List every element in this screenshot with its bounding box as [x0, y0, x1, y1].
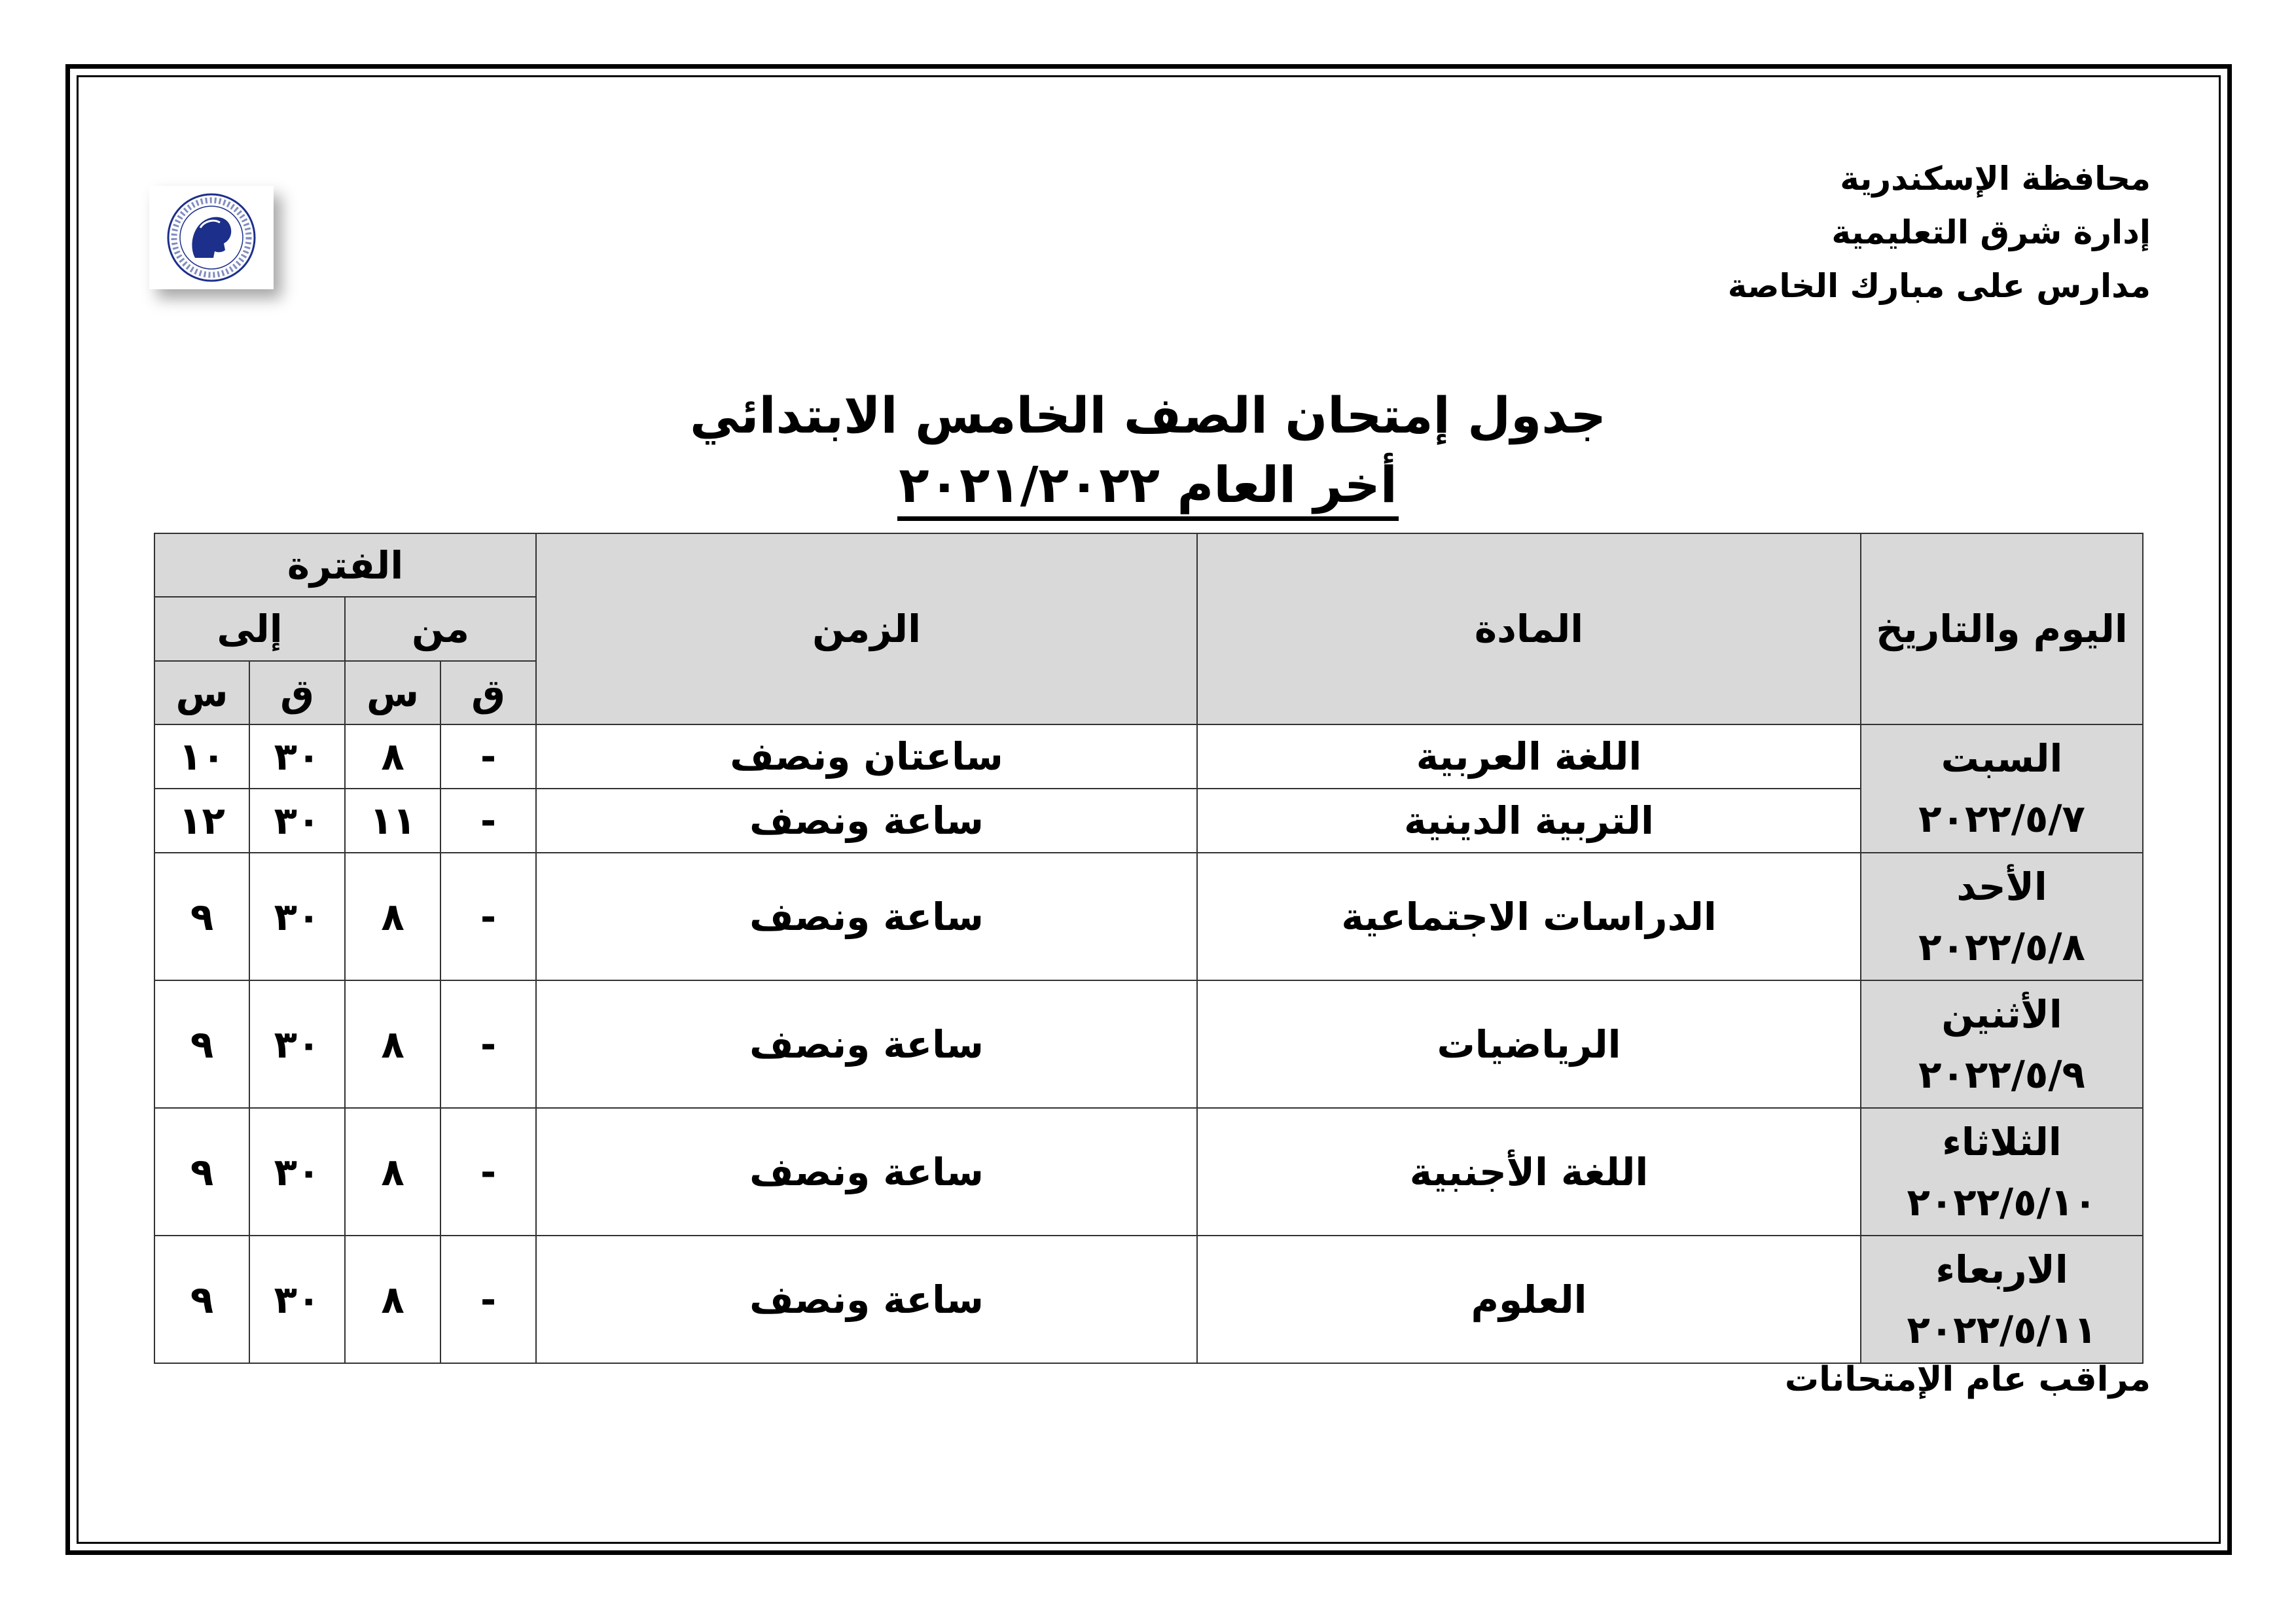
header-from-minute: ق [440, 661, 536, 724]
day-date: ٢٠٢٢/٥/٨ [1918, 924, 2085, 969]
page-title: جدول إمتحان الصف الخامس الابتدائي [690, 386, 1606, 444]
from-hour-cell: ٨ [345, 853, 440, 980]
table-row [154, 980, 2143, 1108]
exam-schedule-table [154, 533, 2144, 1364]
header-to: إلى [154, 597, 345, 661]
day-cell [1861, 1236, 2143, 1363]
school-line: مدارس على مبارك الخاصة [1727, 267, 2151, 305]
duration-cell: ساعة ونصف [536, 789, 1197, 853]
from-hour-cell: ٨ [345, 724, 440, 789]
from-minute-cell: - [440, 1108, 536, 1236]
day-cell [1861, 853, 2143, 980]
page-subtitle-text: أخر العام ٢٠٢١/٢٠٢٢ [897, 455, 1399, 521]
directorate-line: إدارة شرق التعليمية [1831, 213, 2151, 251]
day-cell [1861, 1108, 2143, 1236]
from-minute-cell: - [440, 1236, 536, 1363]
to-minute-cell: ٣٠ [249, 1236, 345, 1363]
to-hour-cell: ٩ [154, 853, 249, 980]
duration-cell: ساعة ونصف [536, 853, 1197, 980]
table-row [154, 724, 2143, 789]
header-subject: المادة [1197, 533, 1861, 724]
to-hour-cell: ١٠ [154, 724, 249, 789]
from-minute-cell: - [440, 853, 536, 980]
to-hour-cell: ٩ [154, 1108, 249, 1236]
page-subtitle [0, 455, 2296, 514]
exam-supervisor-signature: مراقب عام الإمتحانات [1784, 1360, 2151, 1399]
header-to-hour: س [154, 661, 249, 724]
day-cell [1861, 724, 2143, 853]
duration-cell: ساعة ونصف [536, 1236, 1197, 1363]
header-from-hour: س [345, 661, 440, 724]
day-name: السبت [1941, 736, 2063, 781]
duration-cell: ساعة ونصف [536, 980, 1197, 1108]
subject-cell: الرياضيات [1197, 980, 1861, 1108]
header-from: من [345, 597, 536, 661]
table-row [154, 1236, 2143, 1363]
subject-cell: اللغة الأجنبية [1197, 1108, 1861, 1236]
duration-cell: ساعتان ونصف [536, 724, 1197, 789]
to-hour-cell: ٩ [154, 1236, 249, 1363]
from-hour-cell: ١١ [345, 789, 440, 853]
day-date: ٢٠٢٢/٥/١٠ [1907, 1179, 2097, 1224]
table-row [154, 789, 2143, 853]
to-minute-cell: ٣٠ [249, 1108, 345, 1236]
to-hour-cell: ١٢ [154, 789, 249, 853]
from-hour-cell: ٨ [345, 980, 440, 1108]
institution-header [1728, 152, 2151, 313]
subject-cell: الدراسات الاجتماعية [1197, 853, 1861, 980]
from-minute-cell: - [440, 789, 536, 853]
day-name: الاربعاء [1935, 1247, 2068, 1292]
to-minute-cell: ٣٠ [249, 724, 345, 789]
subject-cell: التربية الدينية [1197, 789, 1861, 853]
to-minute-cell: ٣٠ [249, 980, 345, 1108]
header-day-date: اليوم والتاريخ [1861, 533, 2143, 724]
from-hour-cell: ٨ [345, 1236, 440, 1363]
day-date: ٢٠٢٢/٥/١١ [1907, 1307, 2097, 1352]
day-name: الثلاثاء [1942, 1119, 2062, 1164]
subject-cell: اللغة العربية [1197, 724, 1861, 789]
to-hour-cell: ٩ [154, 980, 249, 1108]
to-minute-cell: ٣٠ [249, 853, 345, 980]
school-logo-icon [149, 186, 274, 289]
to-minute-cell: ٣٠ [249, 789, 345, 853]
governorate-line: محافظة الإسكندرية [1840, 160, 2151, 198]
day-name: الأثنين [1941, 991, 2062, 1037]
header-period: الفترة [154, 533, 536, 597]
header-duration: الزمن [536, 533, 1197, 724]
duration-cell: ساعة ونصف [536, 1108, 1197, 1236]
from-minute-cell: - [440, 980, 536, 1108]
from-hour-cell: ٨ [345, 1108, 440, 1236]
header-to-minute: ق [249, 661, 345, 724]
table-row [154, 853, 2143, 980]
day-cell [1861, 980, 2143, 1108]
day-date: ٢٠٢٢/٥/٧ [1918, 796, 2085, 841]
day-date: ٢٠٢٢/٥/٩ [1918, 1052, 2085, 1097]
table-row [154, 1108, 2143, 1236]
subject-cell: العلوم [1197, 1236, 1861, 1363]
day-name: الأحد [1956, 864, 2047, 909]
from-minute-cell: - [440, 724, 536, 789]
